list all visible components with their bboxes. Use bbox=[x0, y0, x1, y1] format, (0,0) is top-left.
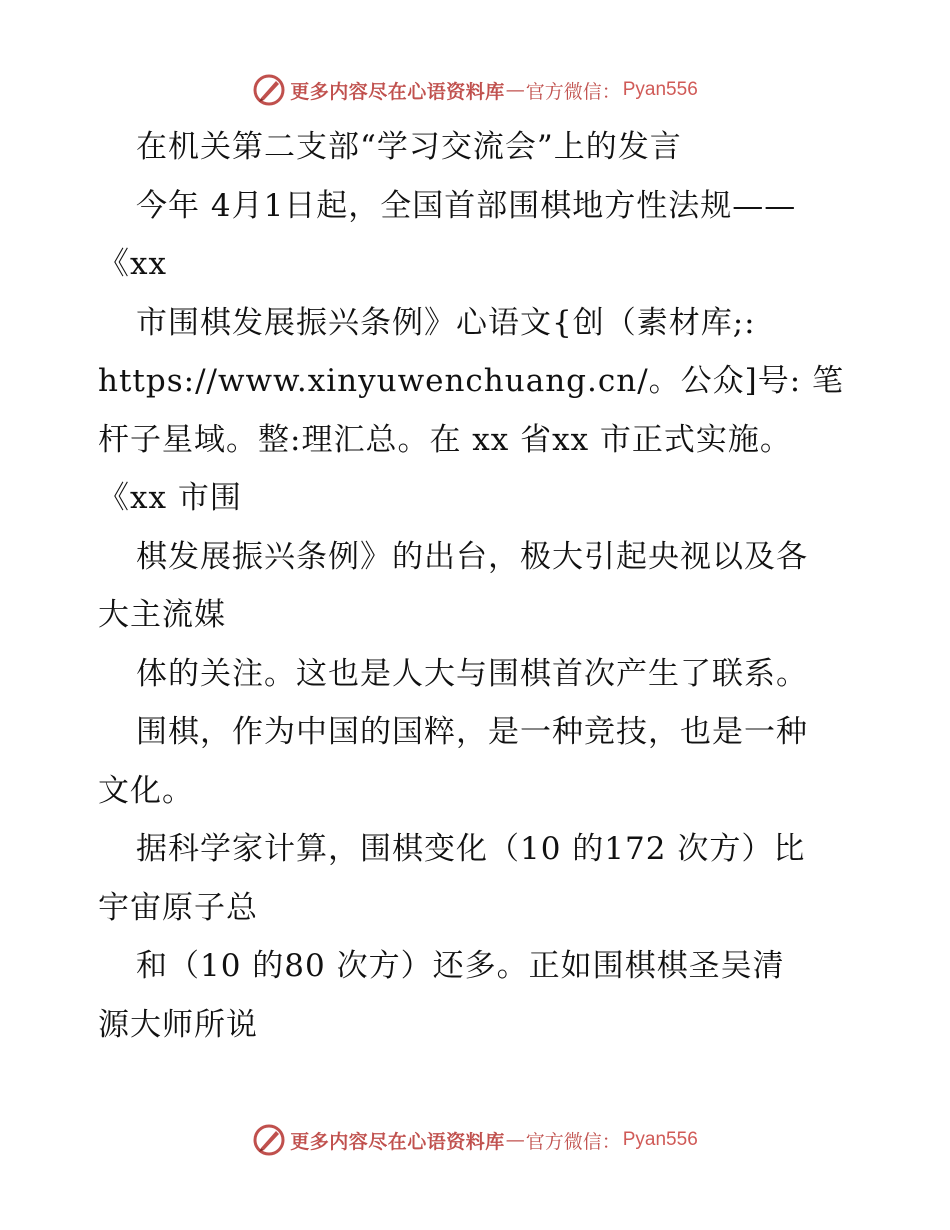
text-line: 棋发展振兴条例》的出台，极大引起央视以及各 bbox=[136, 538, 808, 575]
footer-banner bbox=[0, 1120, 950, 1160]
text-line: 《xx bbox=[98, 246, 167, 282]
text-line: 和（10 的80 次方）还多。正如围棋棋圣吴清 bbox=[136, 948, 785, 984]
banner-wechat-label: 官方微信： bbox=[525, 1130, 621, 1153]
text-line: 大主流媒 bbox=[98, 597, 226, 633]
quill-logo-icon bbox=[252, 73, 286, 107]
header-banner bbox=[0, 70, 950, 110]
banner-dash: — bbox=[505, 1129, 525, 1151]
text-line: 文化。 bbox=[98, 772, 194, 809]
text-line: 今年 4月1日起，全国首部围棋地方性法规—— bbox=[136, 187, 797, 224]
text-line: 源大师所说 bbox=[98, 1006, 258, 1043]
banner-wechat-id: Pyan556 bbox=[622, 79, 698, 100]
banner-site-name: 更多内容尽在心语资料库 bbox=[290, 80, 505, 103]
text-line: 据科学家计算，围棋变化（10 的172 次方）比 bbox=[136, 831, 806, 867]
banner-site-name: 更多内容尽在心语资料库 bbox=[290, 1130, 505, 1153]
text-line: 体的关注。这也是人大与围棋首次产生了联系。 bbox=[136, 655, 808, 692]
document-body bbox=[98, 118, 888, 1054]
text-line: 围棋，作为中国的国粹，是一种竞技，也是一种 bbox=[136, 714, 808, 750]
banner-wechat-label: 官方微信： bbox=[525, 80, 621, 103]
text-line: 宇宙原子总 bbox=[98, 889, 258, 926]
document-title: 在机关第二支部“学习交流会”上的发言 bbox=[136, 129, 682, 165]
quill-logo-icon bbox=[252, 1123, 286, 1157]
banner-wechat-id: Pyan556 bbox=[622, 1129, 698, 1150]
text-line: 市围棋发展振兴条例》心语文{创（素材库;: bbox=[136, 304, 756, 341]
text-line: https://www.xinyuwenchuang.cn/。公众]号: 笔 bbox=[98, 363, 845, 399]
banner-dash: — bbox=[505, 79, 525, 101]
text-line: 杆子星域。整:理汇总。在 xx 省xx 市正式实施。 bbox=[98, 421, 792, 458]
text-line: 《xx 市围 bbox=[98, 480, 242, 516]
